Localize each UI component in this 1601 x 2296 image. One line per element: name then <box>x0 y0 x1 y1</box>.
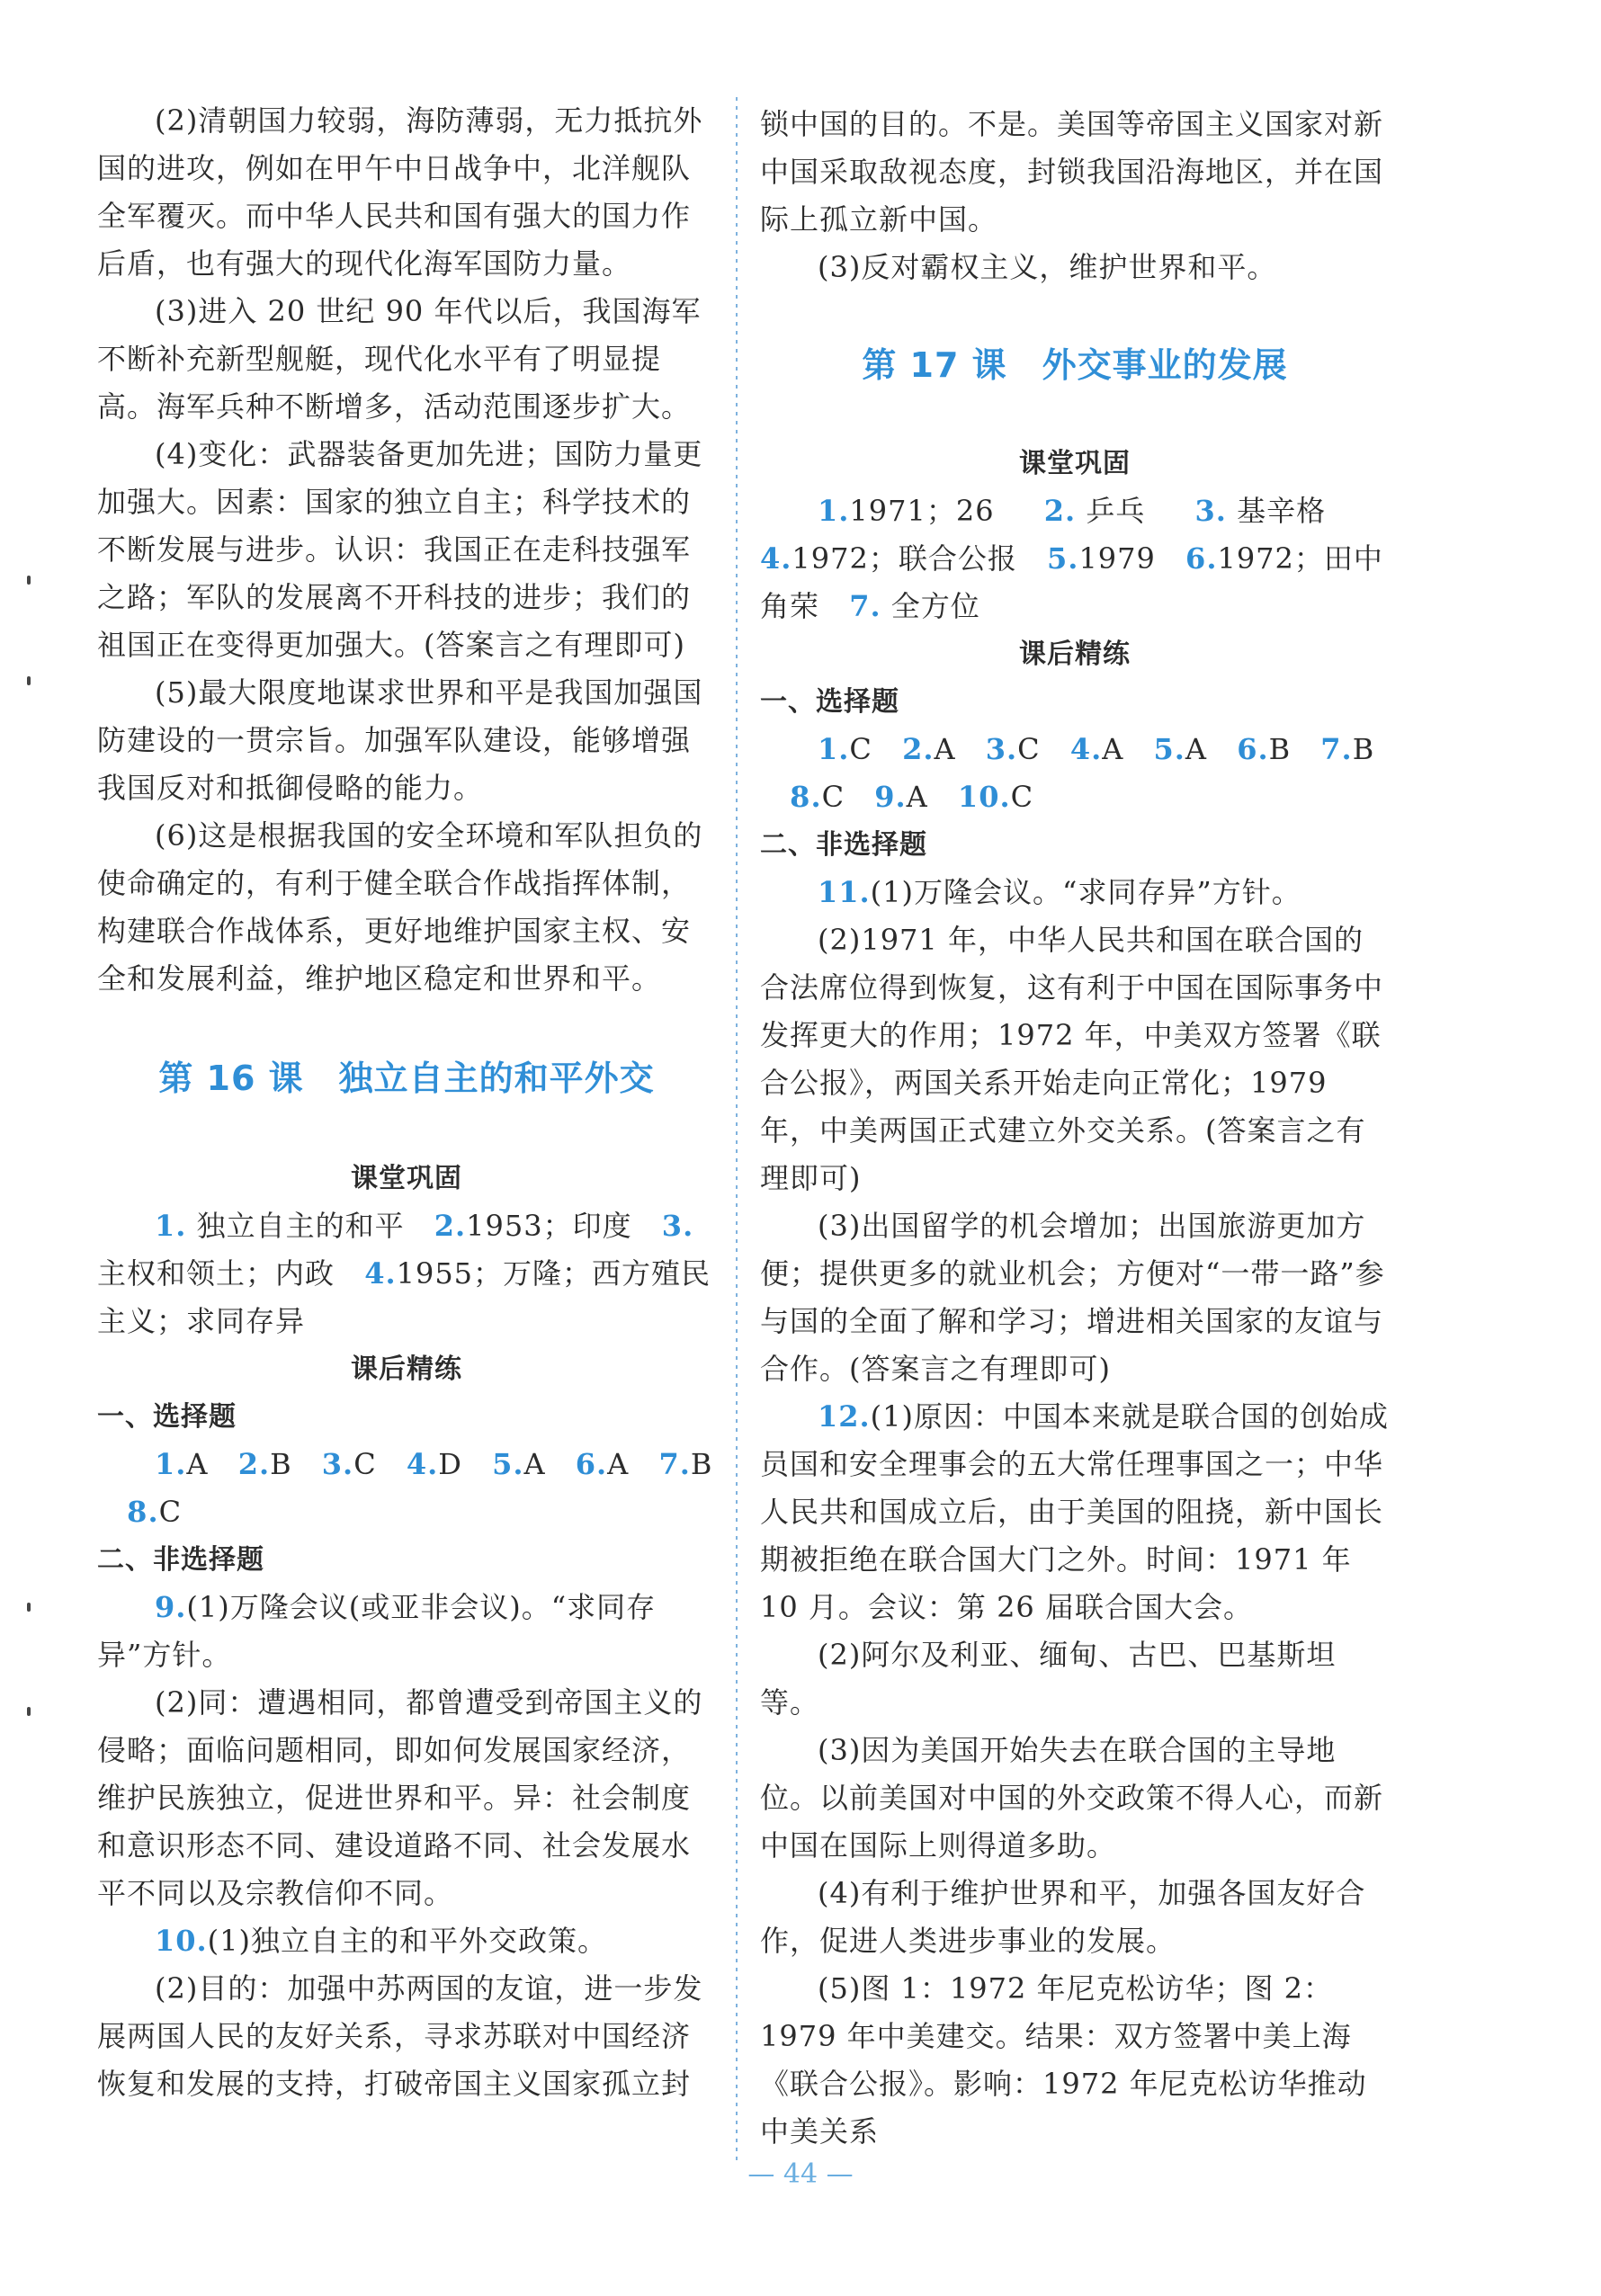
paragraph: (4)有利于维护世界和平，加强各国友好合作，促进人类进步事业的发展。 <box>760 1876 1366 1958</box>
answer-text: (1)独立自主的和平外交政策。 <box>207 1924 608 1958</box>
paragraph: (3)出国留学的机会增加；出国旅游更加方便；提供更多的就业机会；方便对“一带一路”参与国的全面了解和学习；增进相关国家的友谊与合作。(答案言之有理即可) <box>760 1209 1385 1386</box>
paragraph: (2)目的：加强中苏两国的友谊，进一步发展两国人民的友好关系，寻求苏联对中国经济恢复和发展的支持，打破帝国主义国家孤立封 <box>97 1971 703 2101</box>
section-heading: 课后精练 <box>1019 639 1131 670</box>
answer-text: 1972；田中角荣 <box>760 541 1383 623</box>
question-number: 6. <box>1237 732 1269 766</box>
answer-letter: A <box>523 1447 546 1481</box>
answer-item <box>97 1917 716 1965</box>
answer-text: (1)原因：中国本来就是联合国的创始成员国和安全理事会的五大常任理事国之一；中华人民共和国成立后，由于美国的阻挠，新中国长期被拒绝在联合国大门之外。时间：1971 年 10 月。会议：第 26 届联合国大会。 <box>760 1399 1390 1624</box>
question-number: 6. <box>1185 541 1218 576</box>
question-number: 3. <box>1194 494 1227 528</box>
answer-text: 基辛格 <box>1237 494 1327 528</box>
question-type-heading: 一、选择题 <box>760 686 899 718</box>
paragraph: (6)这是根据我国的安全环境和军队担负的使命确定的，有利于健全联合作战指挥体制，构建联合作战体系，更好地维护国家主权、安全和发展利益，维护地区稳定和世界和平。 <box>97 818 703 996</box>
paragraph: (2)清朝国力较弱，海防薄弱，无力抵抗外国的进攻，例如在甲午中日战争中，北洋舰队全军覆灭。而中华人民共和国有强大的国力作后盾，也有强大的现代化海军国防力量。 <box>97 103 703 281</box>
question-number: 1. <box>818 732 850 766</box>
scan-mark <box>27 576 31 585</box>
question-number: 1. <box>155 1447 187 1481</box>
question-number: 8. <box>790 780 822 814</box>
question-number: 3. <box>985 732 1018 766</box>
question-number: 4. <box>1069 732 1103 766</box>
question-number: 2. <box>902 732 935 766</box>
question-number: 2. <box>434 1209 467 1243</box>
paragraph: (2)阿尔及利亚、缅甸、古巴、巴基斯坦等。 <box>760 1638 1337 1720</box>
answer-text: 1971；26 <box>849 494 995 528</box>
choice-answers <box>97 1441 716 1536</box>
scan-mark <box>27 1603 31 1612</box>
question-number: 12. <box>818 1399 871 1434</box>
answer-item <box>760 1393 1390 1631</box>
question-number: 4. <box>364 1256 397 1291</box>
section-heading: 课堂巩固 <box>351 1163 462 1194</box>
answer-text: 乒乓 <box>1086 494 1146 528</box>
question-number: 8. <box>127 1495 159 1529</box>
lesson-title: 第 16 课 独立自主的和平外交 <box>158 1059 655 1098</box>
answer-letter: A <box>1185 732 1208 766</box>
question-type-heading: 二、非选择题 <box>760 829 927 861</box>
answer-letter: C <box>353 1447 377 1481</box>
page-number: — 44 — <box>747 2158 854 2190</box>
paragraph: (3)进入 20 世纪 90 年代以后，我国海军不断补充新型舰艇，现代化水平有了明显提高。海军兵种不断增多，活动范围逐步扩大。 <box>97 294 702 424</box>
answer-letter: A <box>934 732 956 766</box>
answer-letter: A <box>906 780 928 814</box>
question-number: 5. <box>1047 541 1079 576</box>
question-number: 2. <box>1043 494 1077 528</box>
answer-letter: C <box>1010 780 1034 814</box>
question-number: 3. <box>321 1447 354 1481</box>
question-number: 4. <box>760 541 792 576</box>
answer-letter: C <box>158 1495 183 1529</box>
question-number: 3. <box>661 1209 694 1243</box>
paragraph: (5)图 1：1972 年尼克松访华；图 2：1979 年中美建交。结果：双方签署中美上海《联合公报》。影响：1972 年尼克松访华推动中美关系 <box>760 1971 1367 2149</box>
answer-text: (1)万隆会议(或亚非会议)。“求同存异”方针。 <box>97 1590 657 1672</box>
answer-letter: B <box>1268 732 1292 766</box>
question-number: 1. <box>818 494 850 528</box>
section-heading: 课堂巩固 <box>1019 448 1131 479</box>
right-column <box>760 101 1390 2156</box>
question-type-heading: 一、选择题 <box>97 1401 237 1433</box>
answer-text: 1972；联合公报 <box>792 541 1017 576</box>
question-number: 10. <box>957 780 1011 814</box>
question-number: 10. <box>155 1924 208 1958</box>
question-number: 2. <box>237 1447 271 1481</box>
question-type-heading: 二、非选择题 <box>97 1544 264 1576</box>
answer-text: 1953；印度 <box>466 1209 632 1243</box>
answer-item <box>760 869 1390 916</box>
paragraph: (4)变化：武器装备更加先进；国防力量更加强大。因素：国家的独立自主；科学技术的不断发展与进步。认识：我国正在走科技强军之路；军队的发展离不开科技的进步；我们的祖国正在变得更加强大。(答案言之有理即可) <box>97 437 703 662</box>
paragraph: (3)因为美国开始失去在联合国的主导地位。以前美国对中国的外交政策不得人心，而新中国在国际上则得道多助。 <box>760 1733 1384 1863</box>
answer-letter: A <box>1102 732 1124 766</box>
question-number: 9. <box>874 780 907 814</box>
question-number: 7. <box>658 1447 691 1481</box>
question-number: 6. <box>575 1447 608 1481</box>
answer-text: 主权和领土；内政 <box>97 1256 335 1291</box>
answer-text: 1955；万隆；西方殖民主义；求同存异 <box>97 1256 711 1338</box>
question-number: 4. <box>406 1447 439 1481</box>
question-number: 9. <box>155 1590 187 1624</box>
question-number: 7. <box>1320 732 1353 766</box>
answer-text: 全方位 <box>890 589 980 623</box>
paragraph: (3)反对霸权主义，维护世界和平。 <box>818 250 1277 284</box>
paragraph: (2)1971 年，中华人民共和国在联合国的合法席位得到恢复，这有利于中国在国际事务中发挥更大的作用；1972 年，中美双方签署《联合公报》，两国关系开始走向正常化；1979 年，中美两国正式建立外交关系。(答案言之有理即可) <box>760 923 1384 1195</box>
paragraph: (5)最大限度地谋求世界和平是我国加强国防建设的一贯宗旨。加强军队建设，能够增强我国反对和抵御侵略的能力。 <box>97 675 703 805</box>
lesson-title: 第 17 课 外交事业的发展 <box>862 345 1288 385</box>
answer-letter: A <box>607 1447 630 1481</box>
answer-letter: B <box>1352 732 1375 766</box>
choice-answers <box>760 726 1390 821</box>
answer-letter: C <box>1017 732 1041 766</box>
answer-text: 1979 <box>1078 541 1156 576</box>
question-number: 11. <box>818 875 871 909</box>
fill-in-answers <box>97 1202 716 1345</box>
answer-letter: A <box>186 1447 209 1481</box>
answer-letter: C <box>821 780 845 814</box>
answer-text: (1)万隆会议。“求同存异”方针。 <box>870 875 1301 909</box>
column-divider <box>736 97 738 2166</box>
answer-letter: C <box>849 732 872 766</box>
answer-letter: B <box>270 1447 292 1481</box>
scan-mark <box>27 676 31 685</box>
answer-letter: B <box>690 1447 713 1481</box>
answer-text: 独立自主的和平 <box>196 1209 405 1243</box>
question-number: 7. <box>849 589 881 623</box>
paragraph: 锁中国的目的。不是。美国等帝国主义国家对新中国采取敌视态度，封锁我国沿海地区，并在国际上孤立新中国。 <box>760 107 1384 237</box>
fill-in-answers <box>760 487 1390 630</box>
question-number: 1. <box>155 1209 187 1243</box>
question-number: 5. <box>1153 732 1185 766</box>
left-column <box>97 97 716 2108</box>
answer-item <box>97 1584 716 1679</box>
scan-mark <box>27 1707 31 1716</box>
paragraph: (2)同：遭遇相同，都曾遭受到帝国主义的侵略；面临问题相同，即如何发展国家经济，维护民族独立，促进世界和平。异：社会制度和意识形态不同、建设道路不同、社会发展水平不同以及宗教信仰不同。 <box>97 1685 703 1910</box>
section-heading: 课后精练 <box>351 1353 462 1385</box>
answer-letter: D <box>438 1447 462 1481</box>
question-number: 5. <box>492 1447 524 1481</box>
